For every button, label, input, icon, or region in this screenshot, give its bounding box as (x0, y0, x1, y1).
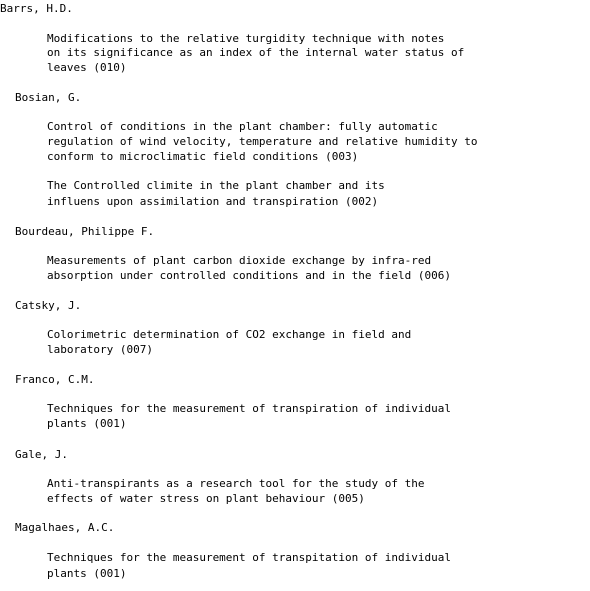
work-title-line: The Controlled climite in the plant chamber and its (47, 179, 385, 192)
author-name: Bosian, G. (15, 91, 82, 104)
work-title-line: effects of water stress on plant behaviour (005) (47, 492, 365, 505)
work-title-line: Anti-transpirants as a research tool for the study of the (47, 477, 425, 490)
work-title-line: Control of conditions in the plant chamber: fully automatic (47, 120, 438, 133)
author-name: Bourdeau, Philippe F. (15, 225, 155, 238)
work-title-line: Modifications to the relative turgidity technique with notes (47, 32, 445, 45)
author-name: Magalhaes, A.C. (15, 521, 115, 534)
work-title-line: regulation of wind velocity, temperature and relative humidity to (47, 135, 478, 148)
work-title-line: influens upon assimilation and transpiration (002) (47, 195, 379, 208)
author-name: Catsky, J. (15, 299, 82, 312)
work-title-line: plants (001) (47, 567, 127, 580)
author-name: Gale, J. (15, 448, 68, 461)
work-title-line: Techniques for the measurement of transpitation of individual (47, 551, 451, 564)
work-title-line: leaves (010) (47, 61, 127, 74)
work-title-line: on its significance as an index of the internal water status of (47, 46, 465, 59)
work-title-line: Techniques for the measurement of transpiration of individual (47, 402, 451, 415)
work-title-line: Colorimetric determination of CO2 exchange in field and (47, 328, 412, 341)
work-title-line: conform to microclimatic field conditions (003) (47, 150, 359, 163)
author-name: Franco, C.M. (15, 373, 95, 386)
work-title-line: Measurements of plant carbon dioxide exchange by infra-red (47, 254, 432, 267)
work-title-line: plants (001) (47, 417, 127, 430)
author-name: Barrs, H.D. (0, 2, 73, 15)
work-title-line: laboratory (007) (47, 343, 153, 356)
work-title-line: absorption under controlled conditions and in the field (006) (47, 269, 451, 282)
